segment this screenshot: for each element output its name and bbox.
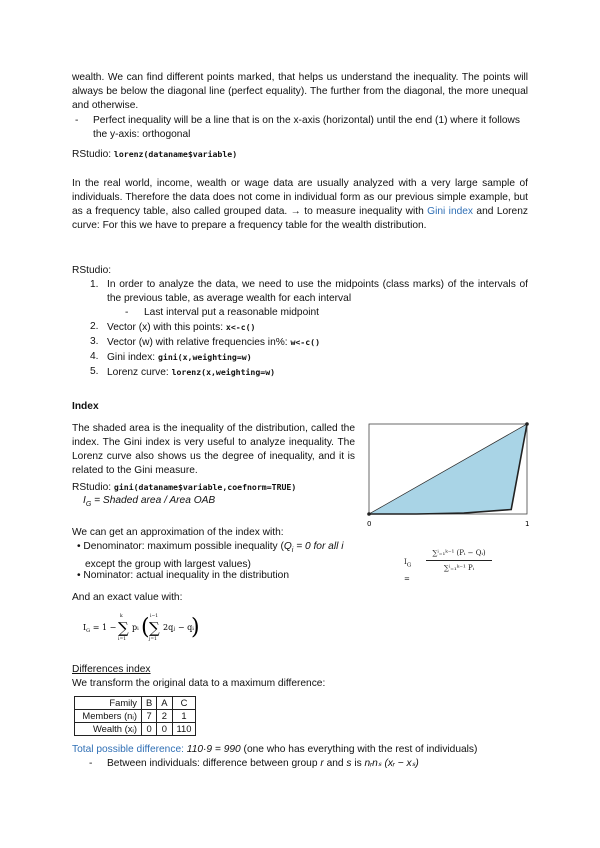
between-individuals-line <box>89 757 532 771</box>
sum-inner-bottom: j=1 <box>149 637 158 642</box>
i-symbol: i <box>341 541 344 552</box>
table-cell: Members (nᵢ) <box>75 710 142 723</box>
table-header-cell: Family <box>75 697 142 710</box>
family-table <box>74 696 196 736</box>
total-difference-line <box>72 743 532 757</box>
code-gini: gini(x,weighting=w) <box>157 352 252 362</box>
p-term: pᵢ <box>132 623 139 632</box>
index-definition-text: = Shaded area / Area OAB <box>91 495 216 506</box>
sub-item-text: Last interval put a reasonable midpoint <box>144 307 319 318</box>
gini-index-link[interactable]: Gini index <box>427 206 474 217</box>
formula-lhs-symbol: I <box>404 558 407 566</box>
bullet-text: Perfect inequality will be a line that is on the x-axis (horizontal) until the end (1) where it follows the y-axis: orthogonal <box>93 115 520 140</box>
table-header-cell: A <box>157 697 172 710</box>
denominator-text-b: = 0 for all <box>293 541 342 552</box>
steps-heading: RStudio: <box>72 265 112 276</box>
step-number: 5. <box>90 366 99 377</box>
nominator-text: Nominator: actual inequality in the distribution <box>83 570 289 581</box>
step-4 <box>90 350 528 365</box>
table-row <box>75 723 196 736</box>
total-expression: 110·9 = 990 <box>186 744 241 755</box>
exact-formula <box>83 608 203 644</box>
step-text: Lorenz curve: <box>107 367 172 378</box>
exact-eq: = 1 − <box>90 623 117 632</box>
is-text: is <box>351 758 365 769</box>
table-cell: 110 <box>172 723 196 736</box>
bullet-dot: • <box>77 541 81 552</box>
total-rest-text: (one who has everything with the rest of individuals) <box>240 744 478 755</box>
formula-fraction <box>426 546 492 575</box>
q-symbol: Q <box>283 541 292 552</box>
table-cell: 7 <box>142 710 157 723</box>
table-cell: 0 <box>142 723 157 736</box>
differences-heading: Differences index <box>72 664 151 675</box>
index-definition <box>83 494 215 512</box>
step-1 <box>90 278 528 306</box>
code-lorenz-weighted: lorenz(x,weighting=w) <box>171 367 276 377</box>
index-heading: Index <box>72 401 99 412</box>
differences-intro: We transform the original data to a maximum difference: <box>72 678 326 689</box>
and-text: and <box>323 758 347 769</box>
dash-bullet: - <box>75 115 79 126</box>
formula-numerator: ∑ⁱ₌₁ᵏ⁻¹ (Pᵢ − Qᵢ) <box>432 549 486 557</box>
exact-intro: And an exact value with: <box>72 592 183 603</box>
code-gini-coefnorm: gini(dataname$variable,coefnorm=TRUE) <box>113 482 297 492</box>
code-lorenz: lorenz(dataname$variable) <box>113 149 238 159</box>
table-cell: 0 <box>157 723 172 736</box>
table-header-cell: B <box>142 697 157 710</box>
q-subscript: i <box>291 547 294 555</box>
exact-formula-text <box>83 623 116 634</box>
denominator-text-a: Denominator: maximum possible inequality ( <box>83 541 284 552</box>
perfect-inequality-bullet <box>75 114 528 142</box>
step-number: 2. <box>90 321 99 332</box>
tick-label-x0: 0 <box>367 520 372 528</box>
exact-lhs-sub: G <box>86 628 91 634</box>
formula-lhs-sub: G <box>406 562 412 569</box>
lorenz-chart <box>362 418 532 530</box>
step-number: 1. <box>90 279 99 290</box>
total-colon: : <box>181 744 187 755</box>
s-symbol: s <box>346 758 352 769</box>
table-cell: Wealth (xᵢ) <box>75 723 142 736</box>
intro-paragraph <box>72 71 528 113</box>
sum-outer-bottom: i=1 <box>118 637 127 642</box>
step-text: Gini index: <box>107 352 158 363</box>
index-subscript: G <box>85 501 92 509</box>
index-paragraph: The shaded area is the inequality of the distribution, called the index. The Gini index is very useful to analyze inequality. The Lorenz curve also shows us the degree of inequality, and it is related to the Gini measure. <box>72 423 355 476</box>
step-text: In order to analyze the data, we need to use the midpoints (class marks) of the intervals of the previous table, as average wealth for each interval <box>107 279 528 304</box>
intro-text: wealth. We can find different points marked, that helps us understand the inequality. The points will always be below the diagonal line (perfect equality). The further from the diagonal, the more unequal and otherwise. <box>72 72 528 111</box>
step-text: Vector (x) with this points: <box>107 322 226 333</box>
step-2 <box>90 320 528 335</box>
realworld-text-b: and Lorenz curve: For this we have to prepare a frequency table for the wealth distribution. <box>72 206 528 231</box>
exact-lhs: I <box>83 623 87 632</box>
step-1-subitem <box>107 306 528 320</box>
between-text-a: Between individuals: difference between group <box>107 758 321 769</box>
table-cell: 2 <box>157 710 172 723</box>
rstudio-label: RStudio: <box>72 482 114 493</box>
tick-label-x1: 1 <box>525 520 530 528</box>
dash-bullet: - <box>125 307 129 318</box>
real-world-paragraph <box>72 177 528 233</box>
step-3 <box>90 335 528 350</box>
step-5 <box>90 365 528 380</box>
code-w-vector: w<-c() <box>290 337 321 347</box>
paren-left: ( <box>141 615 150 640</box>
step-number: 4. <box>90 351 99 362</box>
end-point <box>525 422 529 426</box>
table-row <box>75 697 196 710</box>
dash-bullet: - <box>89 758 93 769</box>
rstudio-label: RStudio: <box>72 149 114 160</box>
index-symbol: I <box>83 495 86 506</box>
r-symbol: r <box>320 758 324 769</box>
bullet-dot: • <box>77 570 81 581</box>
rstudio-gini-line <box>72 480 296 495</box>
table-row <box>75 710 196 723</box>
approx-bullet-nominator <box>77 569 289 583</box>
total-label: Total possible difference <box>72 744 182 755</box>
code-x-vector: x<-c() <box>225 322 256 332</box>
denominator-text-c: except the group with largest values) <box>85 559 251 571</box>
steps-list <box>90 278 528 380</box>
q-terms: 2qⱼ − qᵢ <box>163 623 194 632</box>
realworld-text-a: In the real world, income, wealth or wage data are usually analyzed with a very large sample of individuals. Therefore the data does not come in individual form as our previous simple example, but as a frequency table, also called grouped data. → to measure inequality with <box>72 178 528 217</box>
sum-inner-top: i−1 <box>150 614 159 619</box>
step-number: 3. <box>90 336 99 347</box>
rstudio-lorenz-line <box>72 147 237 162</box>
formula-denominator: ∑ⁱ₌₁ᵏ⁻¹ Pᵢ <box>426 560 492 575</box>
table-cell: 1 <box>172 710 196 723</box>
approx-intro: We can get an approximation of the index with: <box>72 527 284 538</box>
sum-outer-top: k <box>120 614 123 619</box>
origin-point <box>367 512 371 516</box>
sum-sign-outer: ∑ <box>118 619 129 637</box>
step-text: Vector (w) with relative frequencies in%: <box>107 337 291 348</box>
formula-lhs: $I_G$ = <box>404 558 412 584</box>
paren-right: ) <box>191 615 200 640</box>
sum-sign-inner: ∑ <box>149 619 160 637</box>
table-header-cell: C <box>172 697 196 710</box>
between-expression: nᵣnₛ (xᵣ − xₛ) <box>364 758 419 769</box>
approx-bullet-denominator <box>77 540 377 572</box>
